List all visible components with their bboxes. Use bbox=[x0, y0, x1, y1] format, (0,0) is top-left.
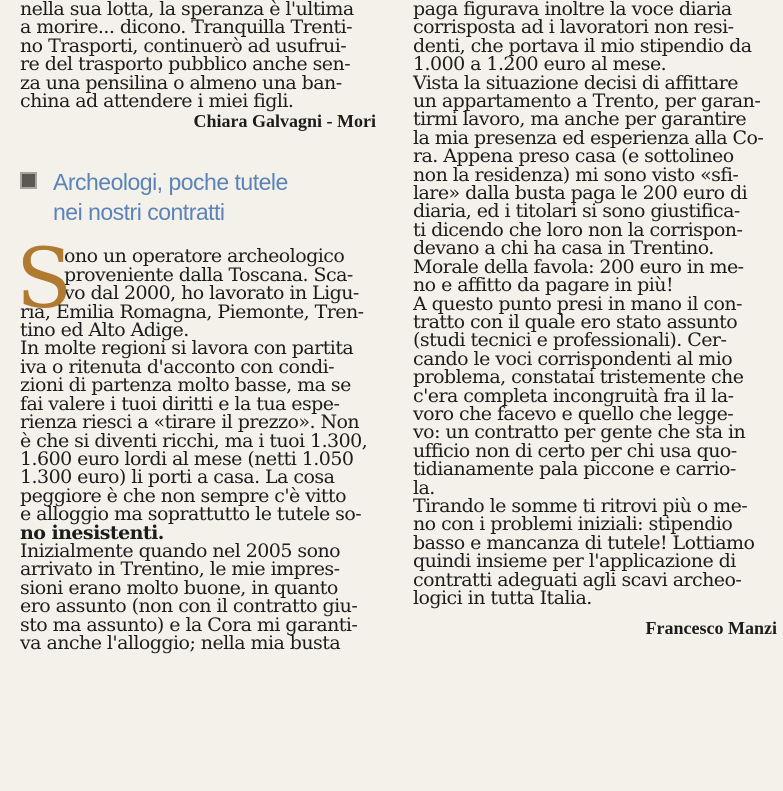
headline-line: Archeologi, poche tutele bbox=[53, 169, 288, 196]
text-line: lare» dalla busta paga le 200 euro di bbox=[413, 182, 748, 205]
drop-cap: S bbox=[16, 232, 73, 328]
text-line: In molte regioni si lavora con partita bbox=[20, 337, 354, 360]
left-column bbox=[16, 0, 378, 654]
text-line: devano a chi ha casa in Trentino. bbox=[413, 237, 714, 260]
text-line-bold: no inesistenti. bbox=[20, 521, 164, 544]
text-line: la mia presenza ed esperienza alla Co- bbox=[413, 126, 764, 149]
intro-paragraph bbox=[20, 0, 378, 113]
text-line: vo: un contratto per gente che sta in bbox=[413, 421, 746, 444]
text-line: re del trasporto pubblico anche sen- bbox=[20, 53, 351, 76]
text-line: diaria, ed i titolari si sono giustifica- bbox=[413, 200, 740, 223]
text-line: ono un operatore archeologico bbox=[64, 245, 345, 268]
text-line: non la residenza) mi sono visto «sfi- bbox=[413, 163, 739, 186]
headline-line: nei nostri contratti bbox=[53, 199, 225, 226]
text-line: proveniente dalla Toscana. Sca- bbox=[64, 263, 353, 286]
text-line: basso e mancanza di tutele! Lottiamo bbox=[413, 531, 755, 554]
text-line: china ad attendere i miei figli. bbox=[20, 90, 294, 113]
text-line: fai valere i tuoi diritti e la tua espe- bbox=[20, 392, 340, 415]
text-line: zioni di partenza molto basse, ma se bbox=[20, 374, 351, 397]
right-column bbox=[413, 0, 777, 639]
text-line: A questo punto presi in mano il con- bbox=[413, 292, 742, 315]
text-line: va anche l'alloggio; nella mia busta bbox=[20, 631, 341, 654]
text-line: logici in tutta Italia. bbox=[413, 587, 592, 609]
headline-text bbox=[53, 167, 288, 227]
text-line: tirmi lavoro, ma anche per garantire bbox=[413, 108, 747, 131]
text-line: 1.600 euro lordi al mese (netti 1.050 bbox=[20, 447, 354, 470]
text-line: ra. Appena preso casa (e sottolineo bbox=[413, 145, 734, 168]
text-line: un appartamento a Trento, per garan- bbox=[413, 90, 761, 113]
text-line: tino ed Alto Adige. bbox=[20, 319, 189, 342]
text-line: za una pensilina o almeno una ban- bbox=[20, 71, 342, 94]
article-headline bbox=[20, 167, 378, 233]
text-line: vo dal 2000, ho lavorato in Ligu- bbox=[64, 282, 359, 305]
text-line: contratti adeguati agli scavi archeo- bbox=[413, 568, 742, 591]
author-signature: Chiara Galvagni - Mori bbox=[193, 111, 376, 132]
text-line: ufficio non di certo per chi usa quo- bbox=[413, 439, 737, 462]
text-line: corrisposta ad i lavoratori non resi- bbox=[413, 16, 734, 39]
text-line: quindi insieme per l'applicazione di bbox=[413, 550, 736, 573]
author-signature: Francesco Manzi bbox=[645, 618, 777, 639]
text-line: problema, constatai tristemente che bbox=[413, 366, 744, 389]
text-line: Morale della favola: 200 euro in me- bbox=[413, 255, 744, 278]
text-line: no Trasporti, continuerò ad usufrui- bbox=[20, 34, 347, 57]
text-line: c'era completa incongruità fra il la- bbox=[413, 384, 734, 407]
text-line: paga figurava inoltre la voce diaria bbox=[413, 0, 732, 20]
text-line: la. bbox=[413, 476, 435, 499]
square-bullet-icon bbox=[20, 172, 37, 189]
text-line: Inizialmente quando nel 2005 sono bbox=[20, 539, 341, 562]
text-line: 1.300 euro) li porti a casa. La cosa bbox=[20, 466, 335, 489]
text-line: ti dicendo che loro non la corrispon- bbox=[413, 218, 743, 241]
text-line: Tirando le somme ti ritrovi più o me- bbox=[413, 494, 748, 517]
text-line: (studi tecnici e professionali). Cer- bbox=[413, 329, 727, 352]
text-line: ero assunto (non con il contratto giu- bbox=[20, 595, 358, 618]
text-line: voro che facevo e quello che legge- bbox=[413, 402, 734, 425]
text-line: Vista la situazione decisi di affittare bbox=[413, 71, 738, 94]
text-line: no e affitto da pagare in più! bbox=[413, 274, 674, 297]
text-line: rienza riesci a «tirare il prezzo». Non bbox=[20, 411, 360, 434]
text-line: e alloggio ma soprattutto le tutele so- bbox=[20, 503, 362, 526]
text-line: sioni erano molto buone, in quanto bbox=[20, 576, 338, 599]
text-line: 1.000 a 1.200 euro al mese. bbox=[413, 53, 667, 76]
article-body-continued bbox=[413, 0, 777, 607]
text-line: iva o ritenuta d'acconto con condi- bbox=[20, 355, 335, 378]
article-body bbox=[20, 300, 378, 654]
text-line: nella sua lotta, la speranza è l'ultima bbox=[20, 0, 354, 20]
text-line: peggiore è che non sempre c'è vitto bbox=[20, 484, 346, 507]
text-line: tratto con il quale ero stato assunto bbox=[413, 310, 738, 333]
text-line: è che si diventi ricchi, ma i tuoi 1.300, bbox=[20, 429, 368, 452]
text-line: cando le voci corrispondenti al mio bbox=[413, 347, 733, 370]
text-line: denti, che portava il mio stipendio da bbox=[413, 34, 752, 57]
text-line: arrivato in Trentino, le mie impres- bbox=[20, 558, 340, 581]
text-line: ria, Emilia Romagna, Piemonte, Tren- bbox=[20, 300, 364, 323]
text-line: sto ma assunto) e la Cora mi garanti- bbox=[20, 613, 358, 636]
text-line: tidianamente pala piccone e carrio- bbox=[413, 458, 736, 481]
text-line: a morire... dicono. Tranquilla Trenti- bbox=[20, 16, 352, 39]
text-line: no con i problemi iniziali: stipendio bbox=[413, 513, 733, 536]
